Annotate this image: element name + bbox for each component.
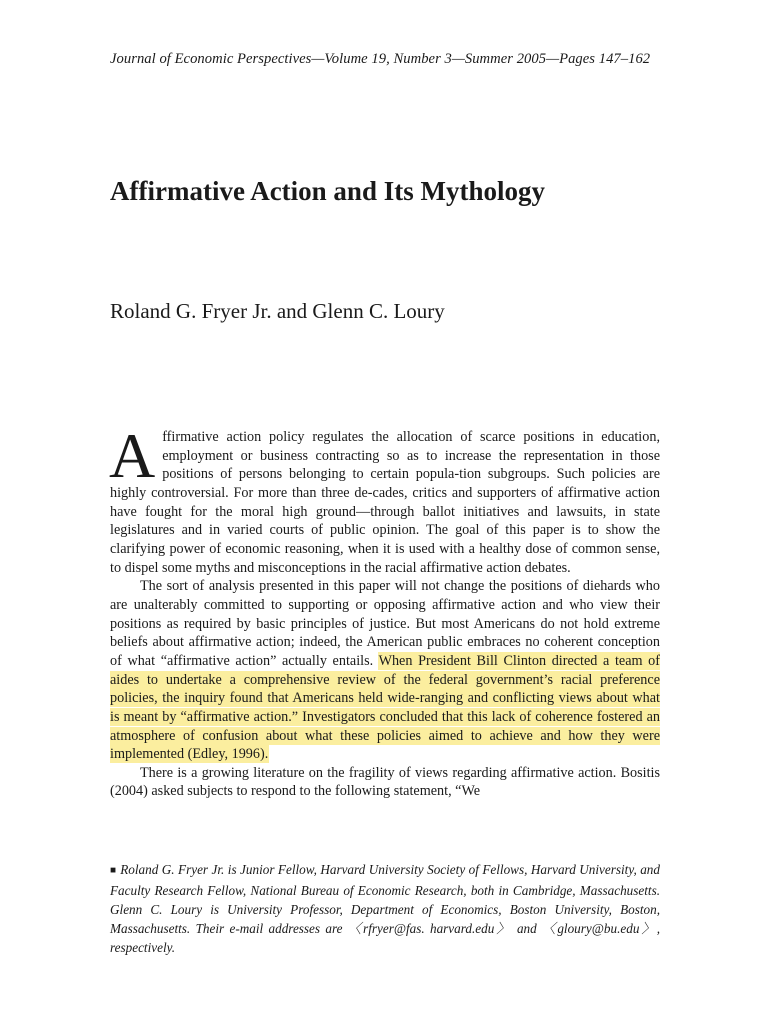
article-authors: Roland G. Fryer Jr. and Glenn C. Loury [110, 299, 445, 323]
drop-cap: A [109, 420, 156, 491]
article-title: Affirmative Action and Its Mythology [110, 176, 545, 206]
square-bullet-icon: ■ [110, 865, 117, 876]
paragraph-1-text: ffirmative action policy regulates the allocation of scarce positions in education, employment or business contracting so as to increase the representation in those positions of persons belonging to certain popula-tion subgroups. Such policies are highly controversial. For more than three de-cades, critics and supporters of affirmative action have fought for the moral high ground—through ballot initiatives and lawsuits, in state legislatures and in varied courts of public opinion. The goal of this paper is to show the clarifying power of economic reasoning, when it is used with a healthy dose of common sense, to dispel some myths and misconceptions in the racial affirmative action debates. [110, 429, 660, 576]
highlighted-passage[interactable]: When President Bill Clinton directed a team of aides to undertake a comprehensive review of the federal government’s racial preference policies, the inquiry found that Americans held wide-ranging and conflicting views about what is meant by “affirmative action.” Investigators concluded that this lack of coherence fostered an atmosphere of confusion about what these policies aimed to achieve and how they were implemented (Edley, 1996). [110, 652, 661, 763]
paragraph-3 [110, 764, 660, 801]
article-page [110, 0, 660, 1024]
paragraph-3-text: There is a growing literature on the fragility of views regarding affirmative action. Bositis (2004) asked subjects to respond to the following statement, “We [110, 764, 660, 800]
paragraph-2-text: The sort of analysis presented in this paper will not change the positions of diehards who are unalterably committed to supporting or opposing affirmative action and who view their positions as required by basic principles of justice. But most Americans do not hold extreme beliefs about affirmative action; indeed, the American public embraces no coherent conception of what “affirmative action” actually entails. [110, 578, 660, 669]
author-footnote [110, 860, 660, 957]
paragraph-2 [110, 577, 660, 764]
journal-header: Journal of Economic Perspectives—Volume 19, Number 3—Summer 2005—Pages 147–162 [110, 51, 651, 67]
paragraph-1 [109, 420, 660, 577]
footnote-text: Roland G. Fryer Jr. is Junior Fellow, Harvard University Society of Fellows, Harvard University, and Faculty Research Fellow, National Bureau of Economic Research, both in Cambridge, Massachusetts. Glenn C. Loury is University Professor, Department of Economics, Boston University, Boston, Massachusetts. Their e-mail addresses are 〈rfryer@fas. harvard.edu〉 and 〈gloury@bu.edu〉, respectively. [110, 862, 660, 955]
article-body [109, 420, 661, 801]
